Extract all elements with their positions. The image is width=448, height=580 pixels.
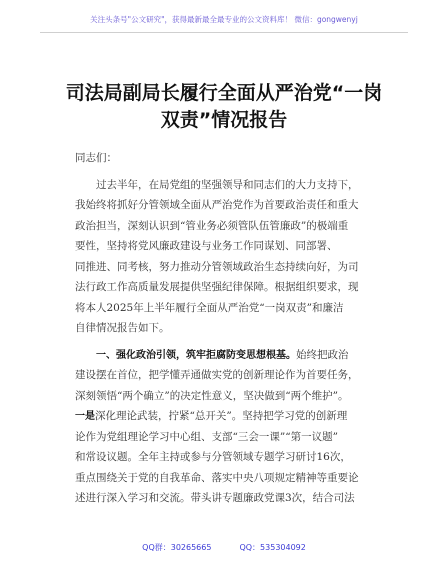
document-body — [75, 148, 385, 509]
p3-line: 论作为党组理论学习中心组、支部“三会一课”“第一议题” — [75, 430, 338, 443]
p3-line: 述进行深入学习和交流。带头讲专题廉政党课3次，结合司法 — [75, 492, 355, 504]
document-title — [56, 80, 392, 134]
footer-contact — [0, 542, 448, 553]
p3-line: 和常设议题。全年主持或参与分管领域专题学习研讨16次， — [75, 451, 351, 463]
p1-line: 我始终将抓好分管领域全面从严治党作为首要政治责任和重大 — [75, 199, 359, 211]
p1-line: 要性，坚持将党风廉政建设与业务工作同谋划、同部署、 — [75, 240, 338, 252]
title-line-2: 双责”情况报告 — [160, 109, 288, 131]
p3-line: 重点围绕关于党的自我革命、落实中央八项规定精神等重要论 — [75, 471, 359, 484]
p1-line: 自律情况报告如下。 — [75, 322, 170, 334]
p1-line: 过去半年，在局党组的坚强领导和同志们的大力支持下， — [96, 178, 359, 191]
p1-line: 同推进、同考核，努力推动分管领域政治生态持续向好，为司 — [75, 260, 359, 273]
title-line-1: 司法局副局长履行全面从严治党“一岗 — [65, 82, 383, 104]
p1-line: 将本人2025年上半年履行全面从严治党“一岗双责”和廉洁 — [75, 301, 344, 314]
section1-heading: 一、强化政治引领，筑牢拒腐防变思想根基。 — [96, 349, 296, 361]
header-promo-note: 关注头条号"公文研究"，获得最新最全最专业的公文资料库！ 微信：gongwenyj — [90, 15, 358, 24]
section1-first-rest: 始终把政治 — [296, 348, 349, 361]
sub1-label: 一是 — [75, 411, 95, 422]
footer-qq-number: QQ：535304092 — [239, 543, 306, 552]
salutation: 同志们： — [75, 152, 117, 164]
section1-first-line — [75, 345, 385, 366]
p1-line: 法行政工作高质量发展提供坚强纪律保障。根据组织要求，现 — [75, 281, 359, 293]
sub1-first-rest: 深化理论武装，拧紧“总开关”。坚持把学习党的创新理 — [95, 410, 348, 422]
p2-line: 深刻领悟“两个确立”的决定性意义，坚决做到“两个维护”。 — [75, 389, 349, 402]
p1-line: 政治担当，深刻认识到“管业务必须管队伍管廉政”的极端重 — [75, 219, 349, 232]
header-divider — [40, 32, 408, 33]
footer-qq-group: QQ群：30265665 — [142, 543, 212, 552]
sub1-first-line — [75, 406, 385, 427]
p2-line: 建设摆在首位，把学懂弄通做实党的创新理论作为首要任务， — [75, 369, 359, 381]
